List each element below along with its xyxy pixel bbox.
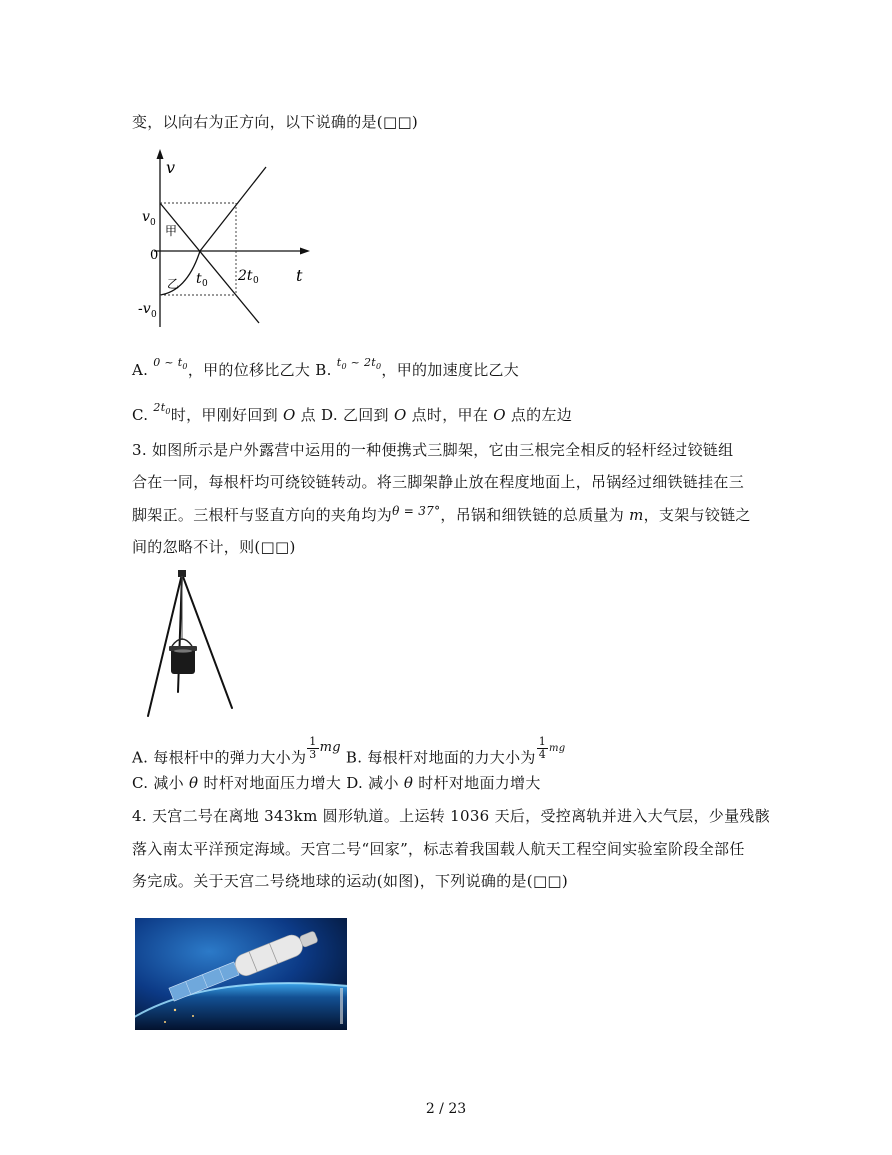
fraction-one-third bbox=[307, 736, 318, 761]
q2-point-o-1: O bbox=[282, 406, 296, 424]
fraction-one-quarter bbox=[537, 736, 548, 761]
q2-option-c-expr-text: 2t bbox=[153, 401, 166, 414]
q2-option-a-expr bbox=[153, 356, 188, 372]
q2-option-b-expr-t: t bbox=[336, 356, 342, 369]
q2-options-cd bbox=[132, 401, 573, 431]
q2-option-c-text2: 点 D. 乙回到 bbox=[295, 406, 394, 424]
q3-option-d-text: 时杆对地面力增大 bbox=[413, 774, 541, 792]
city-light bbox=[164, 1021, 166, 1023]
label-2t0-sub: 0 bbox=[253, 276, 259, 286]
q3-option-c-theta: θ bbox=[189, 774, 199, 792]
page-number: 2 / 23 bbox=[425, 1101, 467, 1117]
intro-text: 变，以向右为正方向，以下说确的是( bbox=[132, 113, 383, 131]
q3-option-c-a: C. 减小 bbox=[132, 774, 190, 792]
intro-line bbox=[132, 112, 418, 132]
v-axis-arrow bbox=[157, 149, 164, 159]
pot-lid-highlight bbox=[174, 649, 192, 652]
q2-option-c-text4: 点的左边 bbox=[505, 406, 573, 424]
q2-point-o-2: O bbox=[393, 406, 407, 424]
fraction-one-quarter-den: 4 bbox=[538, 748, 546, 761]
tripod-leg-left bbox=[148, 574, 182, 716]
t-axis-arrow bbox=[300, 248, 310, 255]
q2-options-ab bbox=[132, 356, 520, 386]
q2-option-b-expr bbox=[336, 356, 382, 372]
q2-option-c-expr-sub: 0 bbox=[165, 407, 171, 417]
q2-option-b-expr-sub1: 0 bbox=[341, 362, 347, 372]
label-t0-sub: 0 bbox=[202, 279, 208, 289]
q3-line-3-b: ，吊锅和细铁链的总质量为 bbox=[440, 506, 630, 524]
q2-option-c-text3: 点时，甲在 bbox=[406, 406, 494, 424]
tripod-image bbox=[140, 568, 240, 720]
q2-option-c-expr bbox=[153, 401, 171, 417]
q3-option-a-text: A. 每根杆中的弹力大小为 bbox=[132, 748, 307, 767]
fraction-one-quarter-num: 1 bbox=[538, 735, 546, 748]
q2-option-a-text: ，甲的位移比乙大 B. bbox=[187, 361, 337, 379]
label-v0-sub: 0 bbox=[150, 218, 156, 228]
q4-line-1: 4. 天宫二号在离地 343km 圆形轨道。上运转 1036 天后，受控离轨并进入大气层，少量残骸 bbox=[132, 807, 770, 825]
intro-close: ) bbox=[411, 113, 419, 131]
q2-option-a-expr-sub: 0 bbox=[182, 362, 188, 372]
q3-options-cd bbox=[132, 773, 541, 793]
q2-option-c-label: C. bbox=[132, 406, 154, 424]
watermark-strip bbox=[340, 988, 343, 1024]
q3-option-b-mg: mg bbox=[549, 742, 566, 754]
tripod-hinge bbox=[178, 570, 186, 577]
q3-option-a-mg: mg bbox=[319, 739, 341, 755]
q3-line-3-c: ，支架与铰链之 bbox=[643, 506, 751, 524]
fraction-one-third-num: 1 bbox=[309, 735, 317, 748]
axis-label-v: v bbox=[166, 158, 176, 177]
q2-option-c-text1: 时，甲刚好回到 bbox=[170, 406, 283, 424]
q3-mass-symbol: m bbox=[629, 506, 644, 524]
q4-line-3: 务完成。关于天宫二号绕地球的运动(如图)，下列说确的是(□□) bbox=[132, 872, 569, 890]
q2-point-o-3: O bbox=[493, 406, 506, 424]
axis-label-t: t bbox=[296, 266, 303, 285]
fraction-one-third-den: 3 bbox=[309, 748, 317, 761]
velocity-time-graph bbox=[132, 145, 322, 335]
q3-options-ab bbox=[132, 735, 566, 771]
label-zero: 0 bbox=[150, 248, 159, 263]
q3-theta-value: θ = 37° bbox=[392, 504, 441, 518]
label-neg-v0-sub: 0 bbox=[151, 310, 157, 320]
space-station-image bbox=[135, 918, 347, 1030]
q4-line-2: 落入南太平洋预定海域。天宫二号“回家”，标志着我国载人航天工程空间实验室阶段全部任 bbox=[132, 840, 745, 858]
q3-line-3-a: 脚架正。三根杆与竖直方向的夹角均为 bbox=[132, 506, 393, 524]
label-neg-v0: -v bbox=[138, 301, 151, 317]
line-yi-straight bbox=[200, 167, 266, 251]
label-2t0: 2t bbox=[238, 268, 253, 284]
q3-line-3 bbox=[132, 505, 751, 526]
tripod-leg-right bbox=[182, 574, 232, 708]
q3-option-d-theta: θ bbox=[403, 774, 414, 792]
q3-line-4: 间的忽略不计，则(□□) bbox=[132, 538, 296, 556]
q3-option-b-text: B. 每根杆对地面的力大小为 bbox=[340, 748, 536, 767]
q2-option-b-text: ，甲的加速度比乙大 bbox=[381, 361, 520, 379]
q3-line-2: 合在一同，每根杆均可绕铰链转动。将三脚架静止放在程度地面上，吊锅经过细铁链挂在三 bbox=[132, 473, 745, 491]
line-jia bbox=[160, 203, 259, 323]
pot-handle bbox=[172, 639, 192, 646]
q2-option-a-label: A. bbox=[132, 361, 154, 379]
answer-bracket: □□ bbox=[382, 113, 412, 131]
q3-option-c-b: 时杆对地面压力增大 D. 减小 bbox=[198, 774, 404, 792]
label-jia: 甲 bbox=[165, 224, 178, 238]
q2-option-b-expr-sub2: 0 bbox=[376, 362, 382, 372]
label-v0: v bbox=[142, 209, 150, 225]
q3-line-1: 3. 如图所示是户外露营中运用的一种便携式三脚架，它由三根完全相反的轻杆经过铰链组 bbox=[132, 441, 734, 459]
label-yi: 乙 bbox=[167, 277, 180, 291]
label-t0: t bbox=[196, 271, 202, 287]
q2-option-a-expr-text: 0 ~ t bbox=[153, 356, 183, 369]
q2-option-b-expr-mid: ~ 2t bbox=[346, 356, 377, 369]
city-light bbox=[192, 1015, 194, 1017]
city-light bbox=[174, 1009, 176, 1011]
line-yi-curve bbox=[160, 251, 200, 295]
